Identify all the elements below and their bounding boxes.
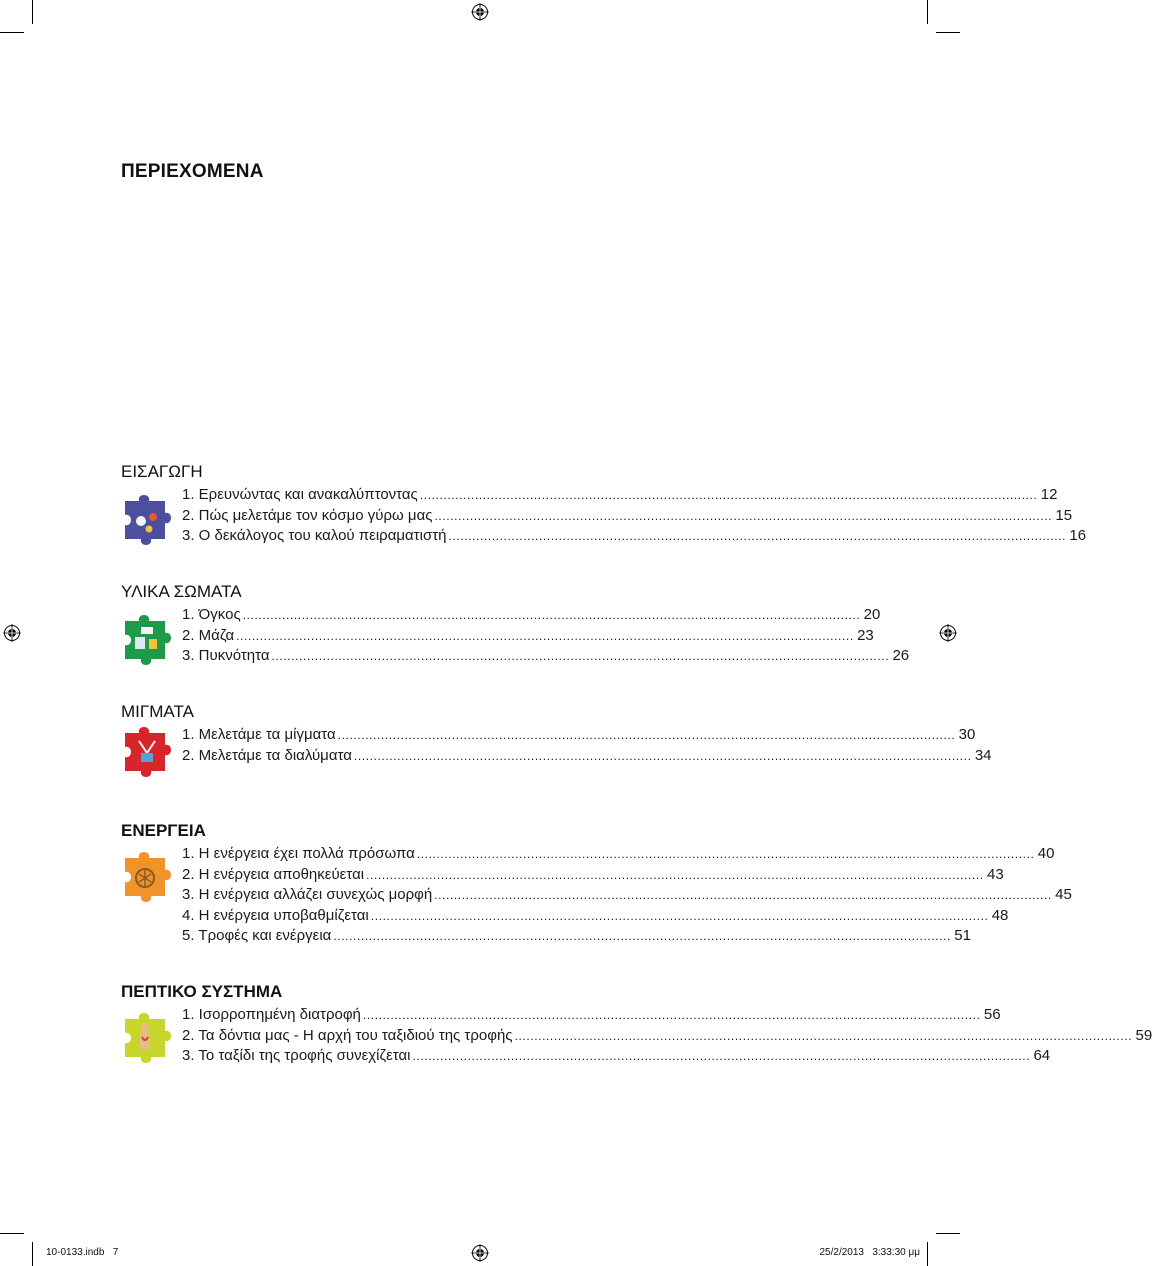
entry-title: 2. Τα δόντια μας - Η αρχή του ταξιδιού της τροφής [182,1026,513,1044]
toc-section [121,579,910,667]
entry-title: 1. Όγκος [182,606,241,623]
page-number: 51 [954,927,971,944]
crop-mark [32,1242,33,1266]
page-number: 34 [974,746,992,764]
page-number: 15 [1055,506,1073,524]
leader-dots: ............................................................................................................................................................. [333,929,951,943]
page-number: 56 [983,1006,1001,1023]
entry-title: 3. Η ενέργεια αλλάζει συνεχώς μορφή [182,886,433,903]
leader-dots: ............................................................................................................................................................. [353,748,972,763]
leader-dots: ............................................................................................................................................................. [236,628,854,643]
section-title: ΠΕΠΤΙΚΟ ΣΥΣΤΗΜΑ [121,982,283,1001]
registration-mark-icon [3,624,21,642]
puzzle-piece-icon [121,611,177,667]
toc-entry[interactable] [182,885,1072,906]
toc-entry[interactable] [182,926,971,947]
section-title: ΕΝΕΡΓΕΙΑ [121,821,206,840]
footer-timestamp: 25/2/2013 3:33:30 μμ [819,1247,920,1258]
entry-list [182,485,1087,547]
leader-dots: ............................................................................................................................................................. [448,529,1067,543]
crop-mark [927,0,928,24]
leader-dots: ............................................................................................................................................................. [366,867,984,882]
leader-dots: ............................................................................................................................................................. [370,908,989,923]
entry-title: 2. Πώς μελετάμε τον κόσμο γύρω μας [182,506,433,524]
page-title: ΠΕΡΙΕΧΟΜΕΝΑ [121,161,264,182]
leader-dots: ............................................................................................................................................................. [412,1049,1031,1063]
toc-entry[interactable] [182,1026,1152,1047]
entry-title: 3. Ο δεκάλογος του καλού πειραματιστή [182,527,447,544]
entry-title: 2. Η ενέργεια αποθηκεύεται [182,865,365,883]
puzzle-piece-icon [121,848,177,904]
page-number: 30 [958,726,976,743]
crop-mark [32,0,33,24]
toc-entry[interactable] [182,1046,1051,1067]
toc-entry[interactable] [182,746,992,767]
toc-entry[interactable] [182,1005,1001,1026]
registration-mark-icon [939,624,957,642]
page-number: 64 [1033,1047,1051,1064]
entry-title: 1. Μελετάμε τα μίγματα [182,726,336,743]
toc-entry[interactable] [182,526,1087,547]
leader-dots: ............................................................................................................................................................. [419,488,1038,502]
page-number: 43 [987,865,1004,883]
registration-mark-icon [471,1244,489,1262]
page-number: 16 [1069,527,1087,544]
toc-entry[interactable] [182,646,910,667]
page-number: 20 [863,606,881,623]
page-number: 40 [1037,845,1055,862]
crop-mark [936,32,960,33]
entry-list [182,1005,1152,1067]
toc-entry[interactable] [182,605,881,626]
page-number: 59 [1135,1026,1152,1044]
toc-entry[interactable] [182,865,1004,886]
crop-mark [0,1233,24,1234]
toc-entry[interactable] [182,906,1009,927]
entry-title: 5. Τροφές και ενέργεια [182,927,332,944]
leader-dots: ............................................................................................................................................................. [434,888,1052,902]
leader-dots: ............................................................................................................................................................. [514,1028,1133,1043]
entry-title: 1. Η ενέργεια έχει πολλά πρόσωπα [182,845,415,862]
leader-dots: ............................................................................................................................................................. [362,1008,981,1022]
page-number: 23 [857,626,874,644]
crop-mark [0,32,24,33]
crop-mark [927,1242,928,1266]
registration-mark-icon [471,3,489,21]
toc-entry[interactable] [182,844,1055,865]
toc-section [121,979,1152,1067]
entry-title: 3. Το ταξίδι της τροφής συνεχίζεται [182,1047,411,1064]
toc-entry[interactable] [182,506,1073,527]
entry-title: 1. Ερευνώντας και ανακαλύπτοντας [182,486,418,503]
leader-dots: ............................................................................................................................................................. [337,728,956,742]
entry-title: 2. Μελετάμε τα διαλύματα [182,746,352,764]
toc-entry[interactable] [182,626,874,647]
entry-list [182,725,992,766]
toc-section [121,699,992,766]
puzzle-piece-icon [121,723,177,779]
toc-entry[interactable] [182,725,976,746]
toc-section [121,818,1072,947]
section-title: ΥΛΙΚΑ ΣΩΜΑΤΑ [121,582,242,601]
page-number: 45 [1055,886,1072,903]
toc-entry[interactable] [182,485,1058,506]
page-number: 48 [991,906,1009,924]
entry-list [182,844,1072,947]
footer-file-info: 10-0133.indb 7 [46,1247,119,1258]
entry-title: 4. Η ενέργεια υποβαθμίζεται [182,906,369,924]
toc-section [121,459,1087,547]
crop-mark [936,1233,960,1234]
entry-list [182,605,910,667]
entry-title: 3. Πυκνότητα [182,647,270,664]
page-number: 26 [892,647,910,664]
page-number: 12 [1040,486,1058,503]
leader-dots: ............................................................................................................................................................. [434,508,1053,523]
leader-dots: ............................................................................................................................................................. [271,649,890,663]
section-title: ΜΙΓΜΑΤΑ [121,702,194,721]
section-title: ΕΙΣΑΓΩΓΗ [121,462,203,481]
entry-title: 2. Μάζα [182,626,235,644]
leader-dots: ............................................................................................................................................................. [416,847,1035,861]
puzzle-piece-icon [121,491,177,547]
leader-dots: ............................................................................................................................................................. [242,608,861,622]
entry-title: 1. Ισορροπημένη διατροφή [182,1006,361,1023]
puzzle-piece-icon [121,1009,177,1065]
